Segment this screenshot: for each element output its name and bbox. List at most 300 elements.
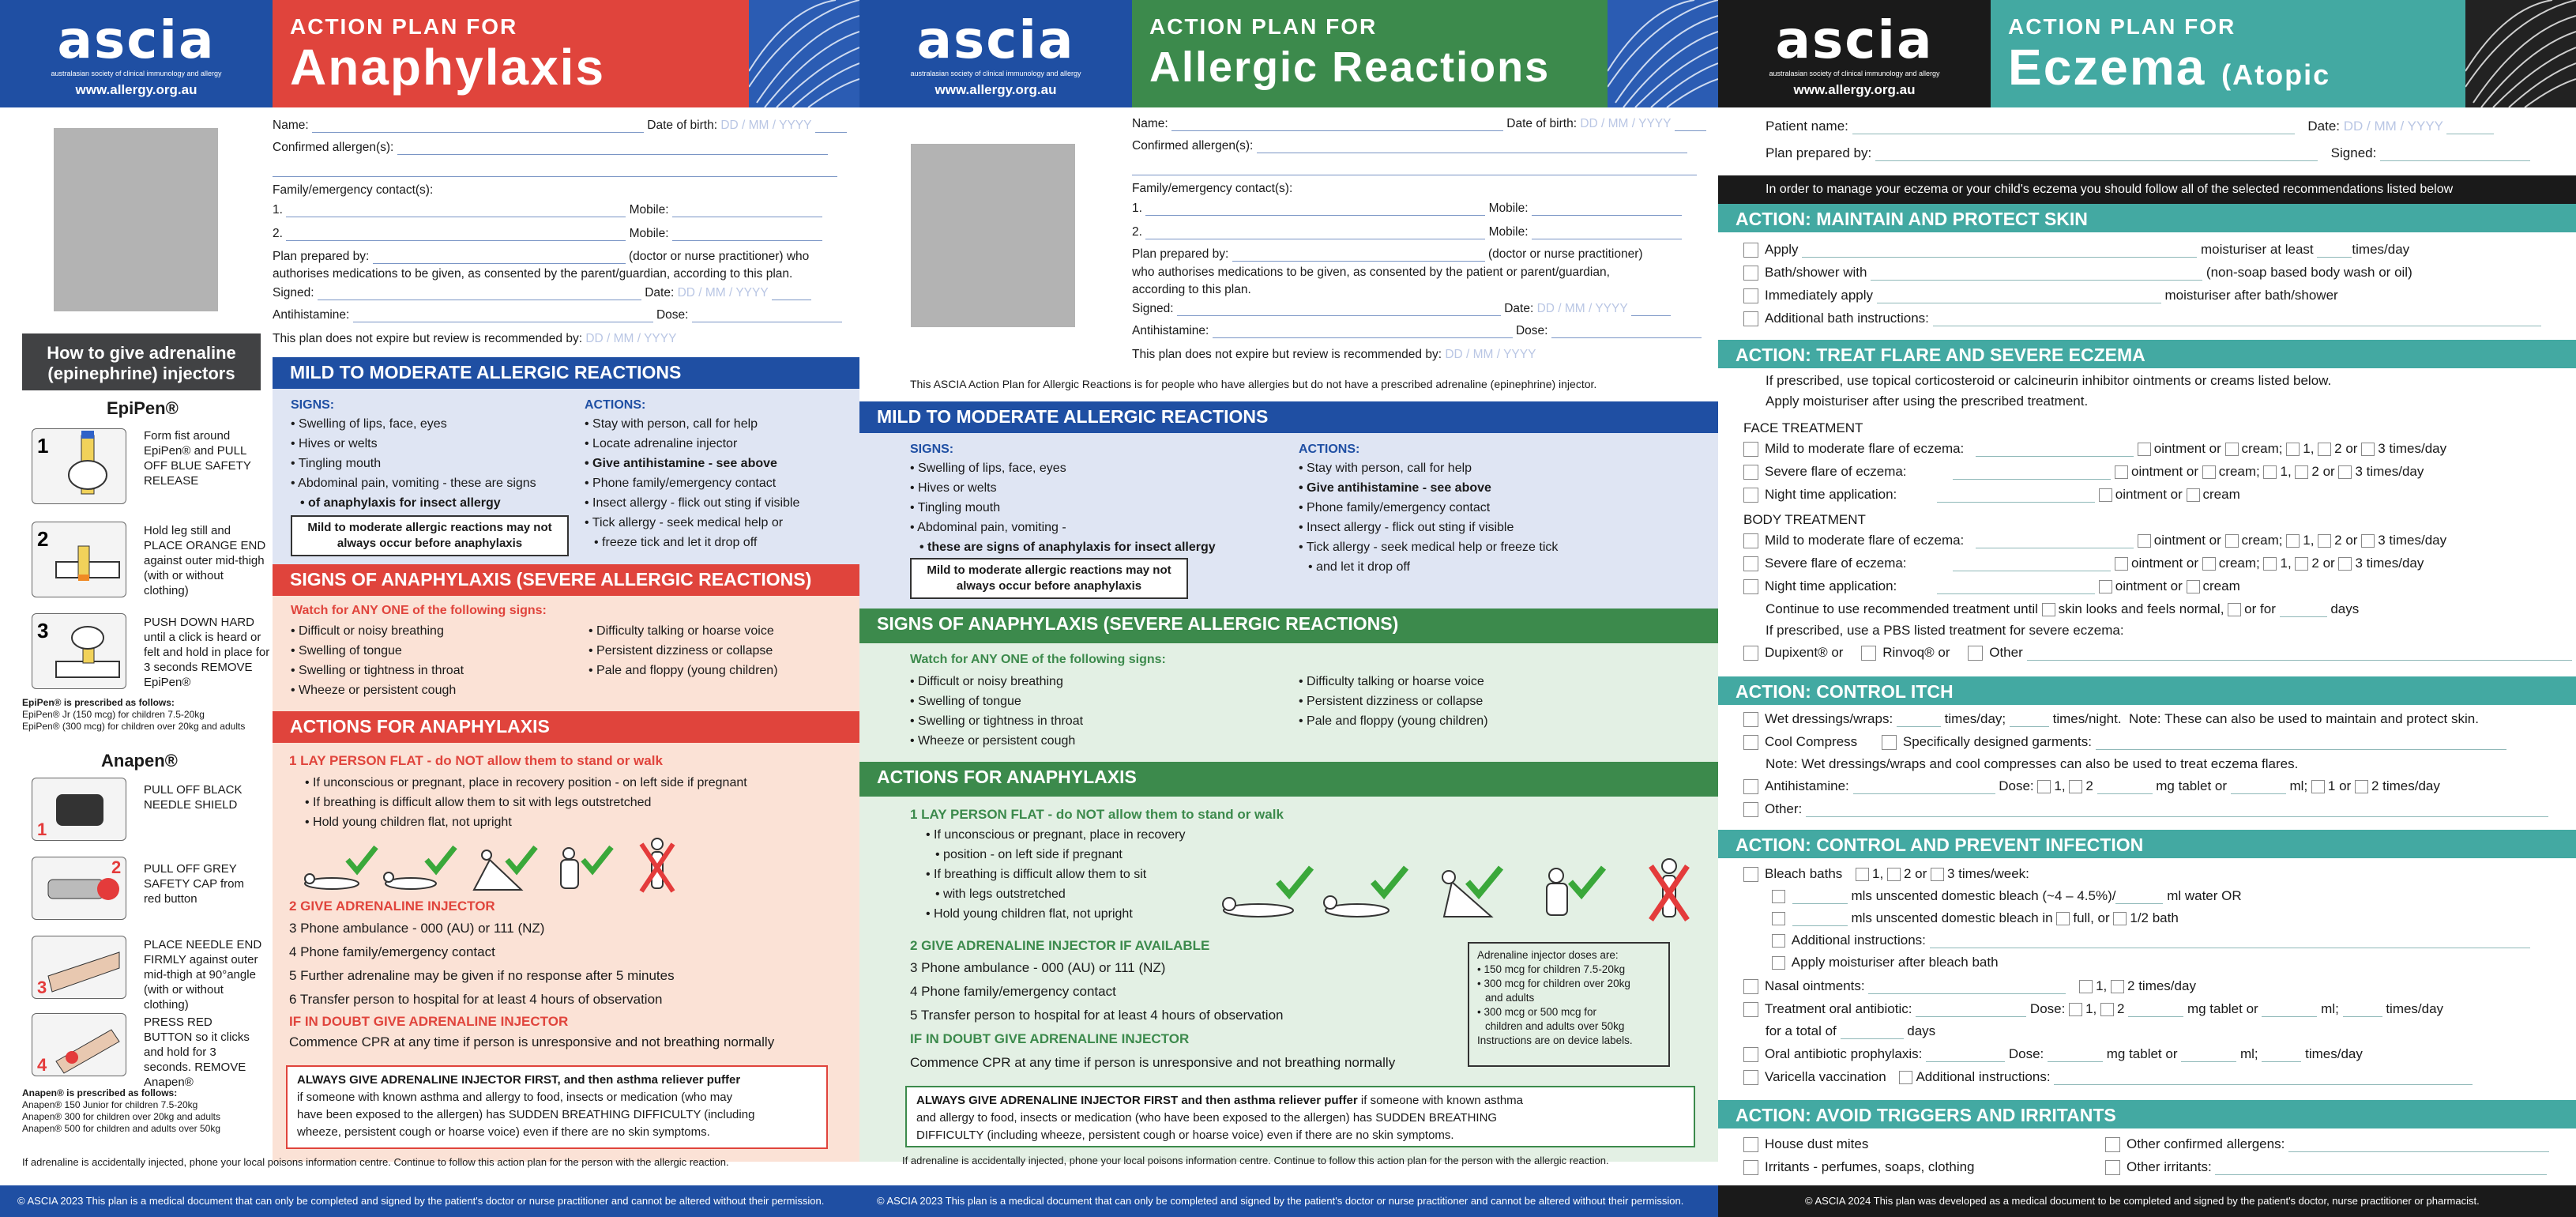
- irritants-label: Irritants - perfumes, soaps, clothing: [1765, 1159, 1975, 1174]
- authorises-text: authorises medications to be given, as consented by the parent/guardian, according to this plan.: [273, 267, 793, 281]
- title-big: Allergic Reactions: [1149, 43, 1551, 91]
- watch-text: Watch for ANY ONE of the following signs:: [291, 604, 547, 617]
- prepared-label: Plan prepared by:: [1766, 145, 1872, 160]
- review-label: This plan does not expire but review is recommended by:: [1132, 348, 1442, 361]
- body-night-checkbox[interactable]: [1743, 579, 1758, 594]
- freq-1-checkbox[interactable]: [2286, 534, 2300, 548]
- bleach-1-label: 1,: [1872, 866, 1884, 881]
- s2-intro-1: If prescribed, use topical corticosteroid or calcineurin inhibitor ointments or creams listed below.: [1766, 373, 2332, 388]
- cpr-text: Commence CPR at any time if person is unresponsive and not breathing normally: [289, 1034, 775, 1049]
- total-label: for a total of: [1766, 1023, 1837, 1038]
- title-box: [1132, 0, 1608, 107]
- apply-moist-row[interactable]: [1772, 955, 1999, 970]
- patient-field[interactable]: [1766, 119, 2494, 134]
- swirl-graphic: [2465, 0, 2576, 107]
- doubt-text: IF IN DOUBT GIVE ADRENALINE INJECTOR: [289, 1014, 569, 1029]
- mls-1-label: mls unscented domestic bleach (~4 – 4.5%)/: [1851, 888, 2116, 903]
- freq-2-checkbox[interactable]: [2295, 465, 2308, 479]
- header: [859, 0, 1718, 107]
- apply-moist-checkbox[interactable]: [1772, 956, 1785, 970]
- nasal-row[interactable]: [1743, 978, 2196, 994]
- bleach-3-checkbox[interactable]: [1931, 868, 1944, 881]
- body-mild-checkbox[interactable]: [1743, 533, 1758, 548]
- other-irritants-row[interactable]: [2105, 1159, 2547, 1175]
- positions-illustration: [1215, 847, 1705, 923]
- total-row[interactable]: [1766, 1023, 1935, 1039]
- bleach-additional-checkbox[interactable]: [1772, 934, 1785, 948]
- anapen-title: Anapen®: [101, 751, 178, 771]
- prophylaxis-checkbox[interactable]: [1743, 1047, 1758, 1062]
- oral-2-checkbox[interactable]: [2100, 1003, 2114, 1016]
- name-label: Name:: [1132, 117, 1168, 130]
- anapen-step-3-text: PLACE NEEDLE END FIRMLY against outer mid-thigh at 90°angle (with or without clothing): [144, 938, 262, 1012]
- mobile-2-label: Mobile:: [629, 227, 669, 240]
- immediately-label: Immediately apply: [1765, 288, 1874, 303]
- bath-row[interactable]: [1743, 265, 2412, 281]
- photo-placeholder[interactable]: [911, 144, 1075, 327]
- swirl-graphic: [749, 0, 859, 107]
- ointment-label: ointment or: [2131, 464, 2199, 479]
- signed-field[interactable]: [1132, 302, 1671, 316]
- skin-normal-checkbox[interactable]: [2042, 603, 2055, 616]
- step-3: 3 Phone ambulance - 000 (AU) or 111 (NZ): [289, 921, 545, 936]
- title-sub: (Atopic Dermatitis): [2008, 58, 2331, 154]
- ascia-logo: [0, 0, 273, 107]
- freq-2-checkbox[interactable]: [2318, 534, 2331, 548]
- freq-3-label: 3 times/day: [2355, 556, 2424, 571]
- step-2: 2 GIVE ADRENALINE INJECTOR IF AVAILABLE: [910, 938, 1210, 953]
- severe-right-list: • Difficulty talking or hoarse voice • Persistent dizziness or collapse • Pale and floppy (young children): [1299, 672, 1488, 731]
- cream-checkbox[interactable]: [2202, 557, 2216, 571]
- header: [0, 0, 859, 107]
- dose-2: • 300 mcg for children over 20kg: [1477, 978, 1630, 989]
- severe-left-list: • Difficult or noisy breathing • Swelling of tongue • Swelling or tightness in throat • Wheeze or persistent cough: [910, 672, 1083, 751]
- freq-2-checkbox[interactable]: [2318, 443, 2331, 456]
- ointment-label: ointment or: [2115, 487, 2183, 502]
- confirmed-allergen-field[interactable]: [1132, 139, 1687, 153]
- logo-url[interactable]: www.allergy.org.au: [75, 82, 197, 97]
- other-irritants-checkbox[interactable]: [2105, 1160, 2120, 1175]
- days-label: days: [1907, 1023, 1936, 1038]
- confirmed-allergen-line2[interactable]: [1132, 161, 1697, 175]
- step-1: 1 LAY PERSON FLAT - do NOT allow them to stand or walk: [910, 807, 1284, 822]
- mild-warning-box: Mild to moderate allergic reactions may not always occur before anaphylaxis: [291, 515, 569, 556]
- allergic-reactions-plan: [859, 0, 1718, 1217]
- varicella-label: Varicella vaccination: [1765, 1069, 1886, 1084]
- contact-1-label: 1.: [1132, 202, 1142, 215]
- pbs-label: If prescribed, use a PBS listed treatment for severe eczema:: [1766, 623, 2124, 638]
- step-4: 4 Phone family/emergency contact: [289, 944, 495, 959]
- body-mild-row[interactable]: [1743, 533, 2446, 548]
- actions-title: ACTIONS FOR ANAPHYLAXIS: [273, 711, 859, 743]
- other-allergens-checkbox[interactable]: [2105, 1137, 2120, 1152]
- ointment-checkbox[interactable]: [2099, 580, 2112, 593]
- dose-1-checkbox[interactable]: [2037, 780, 2051, 793]
- note-2: Note: Wet dressings/wraps and cool compresses can also be used to treat eczema flares.: [1766, 756, 2299, 771]
- anapen-step-4-illustration: [32, 1013, 126, 1076]
- dust-checkbox[interactable]: [1743, 1137, 1758, 1152]
- apply-label: Apply: [1765, 242, 1799, 257]
- contact-1-field[interactable]: [273, 203, 822, 217]
- cool-compress-checkbox[interactable]: [1743, 735, 1758, 750]
- contact-2-label: 2.: [1132, 225, 1142, 239]
- cream-label: cream;: [2241, 441, 2283, 456]
- signed-label: Signed:: [2330, 145, 2377, 160]
- or-for-label: or for: [2244, 601, 2276, 616]
- review-placeholder: DD / MM / YYYY: [585, 332, 677, 345]
- step-5: 5 Transfer person to hospital for at least 4 hours of observation: [910, 1008, 1284, 1023]
- ml-water-label: ml water OR: [2167, 888, 2242, 903]
- s2-title: ACTION: TREAT FLARE AND SEVERE ECZEMA: [1718, 340, 2576, 368]
- dob-label: Date of birth:: [647, 119, 718, 132]
- other-checkbox[interactable]: [1968, 646, 1983, 661]
- step-1: 1 LAY PERSON FLAT - do NOT allow them to stand or walk: [289, 753, 663, 768]
- anapen-cap-icon: [32, 857, 126, 919]
- half-checkbox[interactable]: [2113, 912, 2127, 925]
- bleach-2-checkbox[interactable]: [1887, 868, 1901, 881]
- ointment-checkbox[interactable]: [2115, 557, 2128, 571]
- positions-illustration: [300, 828, 695, 896]
- logo-url[interactable]: www.allergy.org.au: [1793, 82, 1916, 97]
- title-big: Anaphylaxis: [290, 39, 606, 96]
- svg-text:2: 2: [111, 857, 122, 877]
- logo-text: ascia: [1775, 9, 1934, 70]
- s4-title: ACTION: CONTROL AND PREVENT INFECTION: [1718, 830, 2576, 858]
- apply-moist-label: Apply moisturiser after bleach bath: [1791, 955, 1999, 970]
- dose-label: Dose:: [2008, 1046, 2044, 1061]
- varicella-checkbox[interactable]: [1743, 1070, 1758, 1085]
- face-severe-row[interactable]: [1743, 464, 2424, 480]
- face-mild-row[interactable]: [1743, 441, 2446, 457]
- wet-checkbox[interactable]: [1743, 712, 1758, 727]
- dust-row[interactable]: [1743, 1136, 1868, 1152]
- body-severe-row[interactable]: [1743, 556, 2424, 571]
- antihistamine-row[interactable]: [1743, 778, 2440, 794]
- review-field[interactable]: [1132, 348, 1536, 362]
- mobile-2-label: Mobile:: [1488, 225, 1529, 239]
- signed-label: Signed:: [273, 286, 314, 300]
- cream-checkbox[interactable]: [2202, 465, 2216, 479]
- times-2-checkbox[interactable]: [2355, 780, 2368, 793]
- mild-actions-list: • Stay with person, call for help • Locate adrenaline injector • Give antihistamine - see above • Phone family/emergency contact • Insect allergy - flick out sting if visible • Tick allergy - seek medical help or • freeze tick and let it drop off: [585, 414, 799, 552]
- authorises-text-1: who authorises medications to be given, as consented by the patient or parent/guardian,: [1132, 266, 1610, 279]
- antihistamine-checkbox[interactable]: [1743, 779, 1758, 794]
- leg-injector-icon: [32, 522, 126, 597]
- prophylaxis-label: Oral antibiotic prophylaxis:: [1765, 1046, 1923, 1061]
- mild-title: MILD TO MODERATE ALLERGIC REACTIONS: [273, 357, 859, 389]
- mobile-1-label: Mobile:: [1488, 202, 1529, 215]
- dob-placeholder: DD / MM / YYYY: [720, 119, 812, 132]
- bleach-additional-row[interactable]: [1772, 933, 2530, 948]
- mls-1-checkbox[interactable]: [1772, 890, 1785, 903]
- irritants-row[interactable]: [1743, 1159, 1975, 1175]
- anapen-step-1-illustration: [32, 778, 126, 841]
- body-severe-checkbox[interactable]: [1743, 556, 1758, 571]
- nasal-1-checkbox[interactable]: [2079, 980, 2093, 993]
- freq-3-checkbox[interactable]: [2338, 465, 2352, 479]
- name-field[interactable]: [1132, 117, 1706, 131]
- ointment-label: ointment or: [2153, 533, 2221, 548]
- nasal-label: Nasal ointments:: [1765, 978, 1865, 993]
- mild-actions-label: ACTIONS:: [1299, 443, 1360, 456]
- rinvoq-checkbox[interactable]: [1861, 646, 1876, 661]
- pbs-row[interactable]: [1743, 645, 2572, 661]
- apply-checkbox[interactable]: [1743, 243, 1758, 258]
- signed-label: Signed:: [1132, 302, 1174, 315]
- authorises-text-2: according to this plan.: [1132, 283, 1251, 296]
- title-big: Eczema: [2008, 39, 2206, 96]
- prepared-field[interactable]: [273, 250, 809, 264]
- antihistamine-label: Antihistamine:: [1765, 778, 1849, 793]
- times-1-checkbox[interactable]: [2311, 780, 2325, 793]
- title-box: [273, 0, 749, 107]
- cream-checkbox[interactable]: [2225, 534, 2239, 548]
- dose-3: • 300 mcg or 500 mcg for: [1477, 1006, 1597, 1018]
- title-small: ACTION PLAN FOR: [1149, 14, 1378, 39]
- antihistamine-label: Antihistamine:: [1132, 324, 1209, 337]
- ointment-label: ointment or: [2153, 441, 2221, 456]
- mild-warning-box: Mild to moderate allergic reactions may not always occur before anaphylaxis: [910, 558, 1188, 599]
- freq-1-label: 1,: [2303, 533, 2315, 548]
- prepared-label: Plan prepared by:: [1132, 247, 1229, 261]
- family-label: Family/emergency contact(s):: [273, 183, 434, 197]
- other-itch-row[interactable]: [1743, 801, 2548, 817]
- additional-bath-checkbox[interactable]: [1743, 311, 1758, 326]
- freq-3-checkbox[interactable]: [2338, 557, 2352, 571]
- prophylaxis-row[interactable]: [1743, 1046, 2363, 1062]
- anapen-shield-icon: [32, 778, 126, 840]
- anapen-place-icon: [32, 936, 126, 998]
- ointment-label: ointment or: [2131, 556, 2199, 571]
- dose-3b: children and adults over 50kg: [1485, 1020, 1625, 1032]
- bleach-row[interactable]: [1743, 866, 2029, 882]
- s3-title: ACTION: CONTROL ITCH: [1718, 676, 2576, 705]
- severe-label: Severe flare of eczema:: [1765, 464, 1907, 479]
- oral-ab-checkbox[interactable]: [1743, 1002, 1758, 1017]
- dose-1: • 150 mcg for children 7.5-20kg: [1477, 963, 1626, 975]
- mg-tablet-label: mg tablet or: [2106, 1046, 2178, 1061]
- face-night-checkbox[interactable]: [1743, 488, 1758, 503]
- varicella-additional-label: Additional instructions:: [1916, 1069, 2051, 1084]
- severe-label: Severe flare of eczema:: [1765, 556, 1907, 571]
- confirmed-allergen-field[interactable]: [273, 141, 828, 155]
- freq-1-checkbox[interactable]: [2263, 557, 2277, 571]
- contact-2-label: 2.: [273, 227, 283, 240]
- antihistamine-field[interactable]: [273, 308, 842, 322]
- hand-injector-icon: [32, 429, 126, 503]
- photo-placeholder[interactable]: [54, 128, 218, 311]
- dob-label: Date of birth:: [1506, 117, 1578, 130]
- review-label: This plan does not expire but review is recommended by:: [273, 332, 583, 345]
- freq-3-label: 3 times/day: [2378, 533, 2447, 548]
- other-allergens-label: Other confirmed allergens:: [2127, 1136, 2285, 1151]
- freq-3-label: 3 times/day: [2355, 464, 2424, 479]
- other-label: Other: [1989, 645, 2023, 660]
- logo-subtitle: australasian society of clinical immunology and allergy: [51, 70, 222, 77]
- freq-1-checkbox[interactable]: [2263, 465, 2277, 479]
- mg-tablet-label: mg tablet or: [2187, 1001, 2258, 1016]
- footer: © ASCIA 2024 This plan was developed as a medical document to be completed and signed by the patient's doctor, nurse practitioner or pharmacist.: [1718, 1185, 2576, 1217]
- dob-placeholder: DD / MM / YYYY: [1580, 117, 1672, 130]
- apply-row[interactable]: [1743, 242, 2409, 258]
- ointment-checkbox[interactable]: [2099, 488, 2112, 502]
- cpr-text: Commence CPR at any time if person is unresponsive and not breathing normally: [910, 1055, 1396, 1070]
- irritants-checkbox[interactable]: [1743, 1160, 1758, 1175]
- cool-row[interactable]: [1743, 734, 2506, 750]
- footer: © ASCIA 2023 This plan is a medical document that can only be completed and signed by the patient's doctor or nurse practitioner and cannot be altered without their permission.: [859, 1185, 1718, 1217]
- epipen-step-1-text: Form fist around EpiPen® and PULL OFF BLUE SAFETY RELEASE: [144, 429, 251, 488]
- confirmed-label: Confirmed allergen(s):: [1132, 139, 1254, 153]
- accidental-text: If adrenaline is accidentally injected, phone your local poisons information centre. Continue to follow this action plan for the person with the allergic reaction.: [902, 1155, 1609, 1166]
- anapen-step-2-text: PULL OFF GREY SAFETY CAP from red button: [144, 862, 244, 906]
- ascia-logo: [859, 0, 1132, 107]
- face-night-row[interactable]: [1743, 487, 2240, 503]
- signed-field[interactable]: [273, 286, 811, 300]
- cream-label: cream: [2202, 487, 2240, 502]
- face-treatment-label: FACE TREATMENT: [1743, 420, 1863, 435]
- dupixent-checkbox[interactable]: [1743, 646, 1758, 661]
- bath-checkbox[interactable]: [1743, 266, 1758, 281]
- review-field[interactable]: [273, 332, 676, 346]
- epipen-prescribed: EpiPen® is prescribed as follows: EpiPen® Jr (150 mcg) for children 7.5-20kg EpiPen® (300 mcg) for children over 20kg and adults: [22, 697, 246, 732]
- face-mild-checkbox[interactable]: [1743, 442, 1758, 457]
- mild-signs-list: • Swelling of lips, face, eyes • Hives or welts • Tingling mouth • Abdominal pain, vomiting - • these are signs of anaphylaxis for insect allergy: [910, 458, 1216, 557]
- antihistamine-field[interactable]: [1132, 324, 1702, 338]
- step-4: 4 Phone family/emergency contact: [910, 984, 1116, 999]
- bleach-mls-row-2[interactable]: [1772, 910, 2179, 926]
- anapen-step-4-text: PRESS RED BUTTON so it clicks and hold for 3 seconds. REMOVE Anapen®: [144, 1015, 250, 1089]
- dose-2-label: 2: [2085, 778, 2093, 793]
- freq-2-label: 2 or: [2311, 464, 2335, 479]
- mls-2-label: mls unscented domestic bleach in: [1851, 910, 2053, 925]
- rinvoq-label: Rinvoq® or: [1882, 645, 1950, 660]
- garments-checkbox[interactable]: [1882, 735, 1897, 750]
- watch-text: Watch for ANY ONE of the following signs:: [910, 653, 1166, 666]
- prepared-field[interactable]: [1766, 145, 2530, 161]
- cream-checkbox[interactable]: [2187, 580, 2200, 593]
- cream-label: cream;: [2218, 556, 2260, 571]
- varicella-row[interactable]: [1743, 1069, 2473, 1085]
- nasal-2-checkbox[interactable]: [2111, 980, 2124, 993]
- times-night-label: times/night.: [2052, 711, 2122, 726]
- immediately-checkbox[interactable]: [1743, 288, 1758, 303]
- cream-checkbox[interactable]: [2225, 443, 2239, 456]
- prepared-note: (doctor or nurse practitioner): [1487, 247, 1643, 261]
- step-1-bullets: • If unconscious or pregnant, place in recovery position - on left side if pregnant • If breathing is difficult allow them to sit with legs outstretched • Hold young children flat, not upright: [305, 773, 747, 832]
- anapen-prescribed: Anapen® is prescribed as follows: Anapen® 150 Junior for children 7.5-20kg Anapen® 300 for children over 20kg and adults Anapen® 500 for children and adults over 50kg: [22, 1087, 221, 1134]
- dose-label: Dose:: [656, 308, 689, 322]
- immediately-row[interactable]: [1743, 288, 2338, 303]
- dose-label: Dose:: [2029, 1001, 2066, 1016]
- additional-bath-label: Additional bath instructions:: [1765, 311, 1929, 326]
- step-2: 2 GIVE ADRENALINE INJECTOR: [289, 899, 495, 914]
- epipen-title: EpiPen®: [107, 398, 179, 418]
- prepared-field[interactable]: [1132, 247, 1643, 262]
- step-1-bullets: • If unconscious or pregnant, place in recovery • position - on left side if pregnant • If breathing is difficult allow them to sit • with legs outstretched • Hold young children flat, not upright: [926, 825, 1185, 924]
- days-label: days: [2330, 601, 2360, 616]
- full-checkbox[interactable]: [2056, 912, 2070, 925]
- anaphylaxis-plan: [0, 0, 859, 1217]
- times-day-label: times/day;: [1944, 711, 2006, 726]
- dose-label: Dose:: [1999, 778, 2034, 793]
- other-allergens-row[interactable]: [2105, 1136, 2549, 1152]
- night-label: Night time application:: [1765, 578, 1897, 593]
- cool-compress-label: Cool Compress: [1765, 734, 1858, 749]
- mg-tablet-label: mg tablet or: [2156, 778, 2228, 793]
- oral-2-label: 2: [2117, 1001, 2125, 1016]
- full-label: full, or: [2073, 910, 2110, 925]
- anapen-press-icon: [32, 1014, 126, 1076]
- how-to-heading: How to give adrenaline (epinephrine) injectors: [22, 333, 261, 390]
- cream-label: cream;: [2218, 464, 2260, 479]
- dose-2-checkbox[interactable]: [2069, 780, 2082, 793]
- oral-1-checkbox[interactable]: [2069, 1003, 2082, 1016]
- body-treatment-label: BODY TREATMENT: [1743, 512, 1866, 527]
- accidental-text: If adrenaline is accidentally injected, phone your local poisons information centre. Continue to follow this action plan for the person with the allergic reaction.: [22, 1156, 729, 1168]
- logo-url[interactable]: www.allergy.org.au: [935, 82, 1057, 97]
- freq-3-checkbox[interactable]: [2361, 443, 2375, 456]
- bleach-1-checkbox[interactable]: [1856, 868, 1869, 881]
- always-box: ALWAYS GIVE ADRENALINE INJECTOR FIRST, and then asthma reliever puffer if someone with known asthma and allergy to food, insects or medication (who may have been exposed to the allergen) has SUDDEN BREATHING DIFFICULTY (including wheeze, persistent cough or hoarse voice) even if there are no skin symptoms.: [286, 1065, 828, 1149]
- varicella-additional-checkbox[interactable]: [1899, 1071, 1912, 1084]
- ointment-checkbox[interactable]: [2115, 465, 2128, 479]
- face-severe-checkbox[interactable]: [1743, 465, 1758, 480]
- step-3: 3 Phone ambulance - 000 (AU) or 111 (NZ): [910, 960, 1166, 975]
- cream-checkbox[interactable]: [2187, 488, 2200, 502]
- skin-normal-label: skin looks and feels normal,: [2058, 601, 2224, 616]
- ml-label: ml;: [2239, 1046, 2258, 1061]
- logo-text: ascia: [57, 9, 216, 70]
- ointment-checkbox[interactable]: [2138, 443, 2151, 456]
- bleach-mls-row-1[interactable]: [1772, 888, 2242, 904]
- dose-1-label: 1,: [2054, 778, 2066, 793]
- freq-3-checkbox[interactable]: [2361, 534, 2375, 548]
- ml-label: ml;: [2321, 1001, 2339, 1016]
- oral-ab-row[interactable]: [1743, 1001, 2443, 1017]
- dose-2b: and adults: [1485, 992, 1535, 1004]
- or-for-checkbox[interactable]: [2228, 603, 2241, 616]
- freq-2-checkbox[interactable]: [2295, 557, 2308, 571]
- body-night-row[interactable]: [1743, 578, 2240, 594]
- confirmed-allergen-line2[interactable]: [273, 163, 837, 177]
- freq-1-label: 1,: [2280, 556, 2292, 571]
- epipen-step-3-illustration: [32, 613, 126, 689]
- bleach-checkbox[interactable]: [1743, 867, 1758, 882]
- ointment-checkbox[interactable]: [2138, 534, 2151, 548]
- name-field[interactable]: [273, 119, 847, 133]
- contact-1-field[interactable]: [1132, 202, 1682, 216]
- continue-row[interactable]: [1743, 601, 2359, 617]
- contact-2-field[interactable]: [1132, 225, 1682, 239]
- nasal-checkbox[interactable]: [1743, 979, 1758, 994]
- times-day-label: times/day: [2352, 242, 2410, 257]
- mls-2-checkbox[interactable]: [1772, 912, 1785, 925]
- bleach-2-label: 2 or: [1903, 866, 1927, 881]
- dose-label: Dose:: [1515, 324, 1548, 337]
- oral-1-label: 1,: [2085, 1001, 2097, 1016]
- logo-text: ascia: [916, 9, 1075, 70]
- other-itch-checkbox[interactable]: [1743, 802, 1758, 817]
- contact-2-field[interactable]: [273, 227, 822, 241]
- soap-label: (non-soap based body wash or oil): [2206, 265, 2412, 280]
- night-label: Night time application:: [1765, 487, 1897, 502]
- additional-bath-row[interactable]: [1743, 311, 2541, 326]
- wet-row[interactable]: [1743, 711, 2479, 727]
- severe-right-list: • Difficulty talking or hoarse voice • Persistent dizziness or collapse • Pale and floppy (young children): [589, 621, 778, 680]
- mild-signs-list: • Swelling of lips, face, eyes • Hives or welts • Tingling mouth • Abdominal pain, vomiting - these are signs • of anaphylaxis for insect allergy: [291, 414, 536, 513]
- half-label: 1/2 bath: [2130, 910, 2179, 925]
- freq-1-checkbox[interactable]: [2286, 443, 2300, 456]
